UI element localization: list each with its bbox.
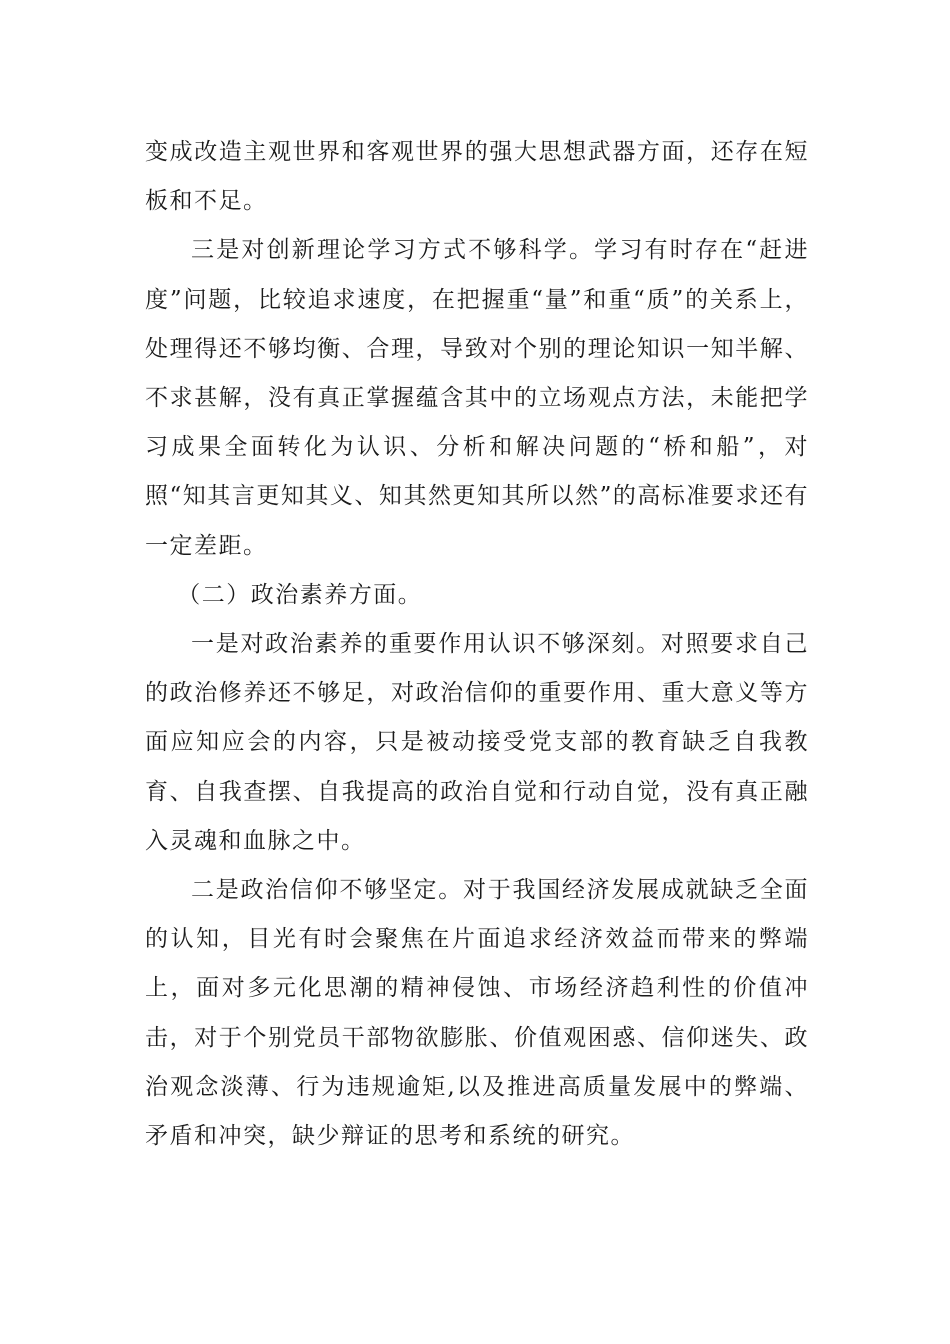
paragraph-political-awareness: 一是对政治素养的重要作用认识不够深刻。对照要求自己的政治修养还不够足，对政治信仰的重要作用、重大意义等方面应知应会的内容，只是被动接受党支部的教育缺乏自我教育、自我查摆、自我提高的政治自觉和行动自觉，没有真正融入灵魂和血脉之中。 — [145, 631, 809, 854]
document-body — [145, 128, 809, 1161]
paragraph-political-belief: 二是政治信仰不够坚定。对于我国经济发展成就缺乏全面的认知，目光有时会聚焦在片面追求经济效益而带来的弊端上，面对多元化思潮的精神侵蚀、市场经济趋利性的价值冲击，对于个别党员干部物欲膨胀、价值观困惑、信仰迷失、政治观念淡薄、行为违规逾矩,以及推进高质量发展中的弊端、矛盾和冲突，缺少辩证的思考和系统的研究。 — [145, 877, 809, 1150]
section-heading-political-literacy: （二）政治素养方面。 — [177, 581, 423, 608]
paragraph-continuation: 变成改造主观世界和客观世界的强大思想武器方面，还存在短板和不足。 — [145, 139, 809, 215]
paragraph-study-method: 三是对创新理论学习方式不够科学。学习有时存在“赶进度”问题，比较追求速度，在把握重“量”和重“质”的关系上，处理得还不够均衡、合理，导致对个别的理论知识一知半解、不求甚解，没有真正掌握蕴含其中的立场观点方法，未能把学习成果全面转化为认识、分析和解决问题的“桥和船”，对照“知其言更知其义、知其然更知其所以然”的高标准要求还有一定差距。 — [145, 237, 809, 559]
